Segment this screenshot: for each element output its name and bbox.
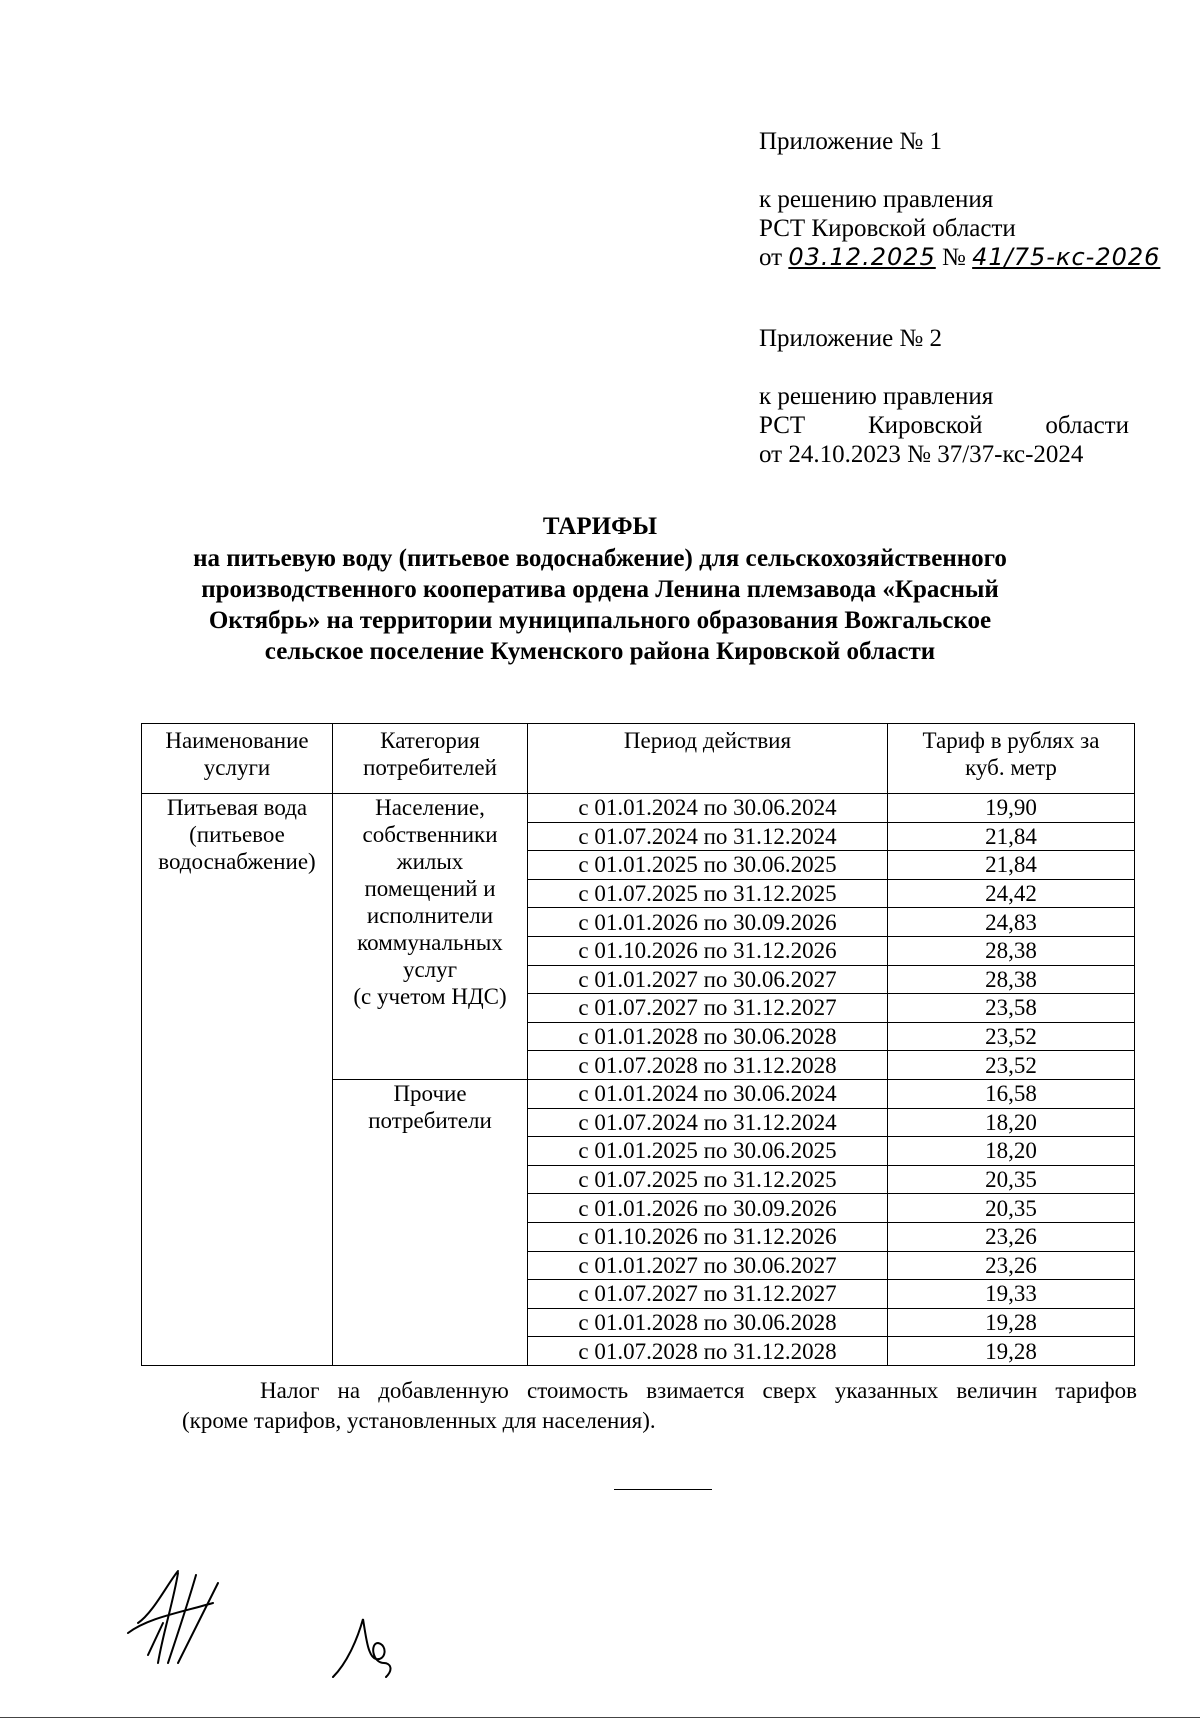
appendix-2-word-3: области: [1045, 412, 1129, 439]
tariff-cell: 23,26: [888, 1222, 1135, 1251]
period-cell: с 01.01.2024 по 30.06.2024: [528, 1079, 888, 1108]
signature-2-image: [328, 1607, 408, 1687]
period-cell: с 01.10.2026 по 31.12.2026: [528, 1222, 888, 1251]
period-cell: с 01.07.2025 по 31.12.2025: [528, 1165, 888, 1194]
period-cell: с 01.01.2027 по 30.06.2027: [528, 1251, 888, 1280]
appendix-1-title: Приложение № 1: [759, 128, 943, 155]
period-cell: с 01.07.2028 по 31.12.2028: [528, 1051, 888, 1080]
tariff-cell: 24,42: [888, 879, 1135, 908]
tariff-cell: 20,35: [888, 1194, 1135, 1223]
category-line: (с учетом НДС): [353, 984, 507, 1009]
appendix-2-line-1: к решению правления: [759, 383, 994, 410]
appendix-2-block: [759, 324, 1129, 469]
tariff-cell: 19,90: [888, 794, 1135, 823]
service-name-cell: [142, 794, 333, 1366]
tariff-cell: 21,84: [888, 851, 1135, 880]
period-cell: с 01.07.2027 по 31.12.2027: [528, 994, 888, 1023]
tariff-table: [141, 723, 1135, 1366]
subtitle-line-2: производственного кооператива ордена Ленина племзавода «Красный: [201, 576, 999, 603]
appendix-2-line-3: от 24.10.2023 № 37/37-кс-2024: [759, 441, 1084, 468]
appendix-2-line-2: [759, 411, 1129, 440]
period-cell: с 01.07.2025 по 31.12.2025: [528, 879, 888, 908]
category-line: потребители: [368, 1107, 492, 1133]
category-line: жилых: [396, 849, 464, 874]
table-row: [142, 794, 1135, 823]
category-line: Прочие: [393, 1080, 467, 1106]
period-cell: с 01.01.2025 по 30.06.2025: [528, 851, 888, 880]
period-cell: с 01.01.2026 по 30.09.2026: [528, 908, 888, 937]
tariff-cell: 24,83: [888, 908, 1135, 937]
signature-1-image: [118, 1563, 228, 1673]
header-tariff: [888, 724, 1135, 794]
end-divider: [614, 1489, 712, 1490]
header-category-line-1: Категория: [380, 728, 480, 753]
period-cell: с 01.01.2027 по 30.06.2027: [528, 965, 888, 994]
tariff-cell: 28,38: [888, 936, 1135, 965]
vat-note: [182, 1376, 1137, 1436]
period-cell: с 01.01.2025 по 30.06.2025: [528, 1137, 888, 1166]
period-cell: с 01.10.2026 по 31.12.2026: [528, 936, 888, 965]
subtitle-line-1: на питьевую воду (питьевое водоснабжение) для сельскохозяйственного: [193, 545, 1007, 572]
category-line: коммунальных: [357, 930, 503, 955]
header-period-text: Период действия: [623, 728, 792, 753]
period-cell: с 01.07.2024 по 31.12.2024: [528, 822, 888, 851]
tariff-cell: 20,35: [888, 1165, 1135, 1194]
tariff-cell: 23,52: [888, 1022, 1135, 1051]
header-tariff-line-1: Тариф в рублях за: [922, 728, 1100, 753]
tariff-cell: 23,26: [888, 1251, 1135, 1280]
appendix-2-title: Приложение № 2: [759, 325, 943, 352]
period-cell: с 01.01.2024 по 30.06.2024: [528, 794, 888, 823]
header-category: [333, 724, 528, 794]
subtitle-line-3: Октябрь» на территории муниципального образования Вожгальское: [208, 607, 992, 634]
tariff-cell: 19,33: [888, 1280, 1135, 1309]
tariff-cell: 19,28: [888, 1308, 1135, 1337]
tariff-table-body: [142, 794, 1135, 1366]
handwritten-number: 41/75-кс-2026: [972, 243, 1161, 271]
vat-note-line-2: (кроме тарифов, установленных для населения).: [182, 1408, 656, 1433]
tariff-cell: 19,28: [888, 1337, 1135, 1366]
number-sign: №: [942, 244, 966, 271]
period-cell: с 01.07.2027 по 31.12.2027: [528, 1280, 888, 1309]
appendix-1-block: [759, 127, 1159, 272]
category-line: услуг: [402, 957, 458, 982]
category-cell: [333, 794, 528, 1080]
tariff-cell: 18,20: [888, 1137, 1135, 1166]
tariff-cell: 23,52: [888, 1051, 1135, 1080]
period-cell: с 01.01.2028 по 30.06.2028: [528, 1022, 888, 1051]
period-cell: с 01.07.2028 по 31.12.2028: [528, 1337, 888, 1366]
appendix-2-word-1: РСТ: [759, 412, 806, 439]
document-heading: [150, 511, 1050, 667]
header-service-line-2: услуги: [203, 755, 271, 780]
appendix-1-line-2: РСТ Кировской области: [759, 215, 1016, 242]
category-line: исполнители: [366, 903, 494, 928]
category-cell: [333, 1079, 528, 1365]
appendix-1-date-line: [759, 243, 1159, 272]
tariff-cell: 23,58: [888, 994, 1135, 1023]
period-cell: с 01.01.2028 по 30.06.2028: [528, 1308, 888, 1337]
scan-edge-line: [0, 1717, 1200, 1718]
subtitle-line-4: сельское поселение Куменского района Кировской области: [264, 638, 936, 665]
from-prefix: от: [759, 244, 783, 271]
header-tariff-line-2: куб. метр: [965, 755, 1057, 780]
tariff-cell: 21,84: [888, 822, 1135, 851]
header-service-line-1: Наименование: [165, 728, 309, 753]
tariff-cell: 28,38: [888, 965, 1135, 994]
category-line: помещений и: [364, 876, 496, 901]
service-name-line: Питьевая вода: [166, 795, 308, 820]
service-name-line: (питьевое: [189, 822, 285, 847]
table-header-row: [142, 724, 1135, 794]
header-service: [142, 724, 333, 794]
appendix-1-line-1: к решению правления: [759, 186, 994, 213]
header-period: [528, 724, 888, 794]
period-cell: с 01.01.2026 по 30.09.2026: [528, 1194, 888, 1223]
period-cell: с 01.07.2024 по 31.12.2024: [528, 1108, 888, 1137]
category-line: Население,: [375, 795, 485, 820]
appendix-2-word-2: Кировской: [868, 412, 983, 439]
vat-note-line-1: Налог на добавленную стоимость взимается сверх указанных величин тарифов: [260, 1378, 1137, 1403]
handwritten-date: 03.12.2025: [788, 243, 936, 271]
category-line: собственники: [362, 822, 498, 847]
tariff-cell: 16,58: [888, 1079, 1135, 1108]
header-category-line-2: потребителей: [363, 755, 497, 780]
tariff-cell: 18,20: [888, 1108, 1135, 1137]
service-name-line: водоснабжение): [158, 849, 316, 874]
document-title: ТАРИФЫ: [542, 513, 658, 540]
